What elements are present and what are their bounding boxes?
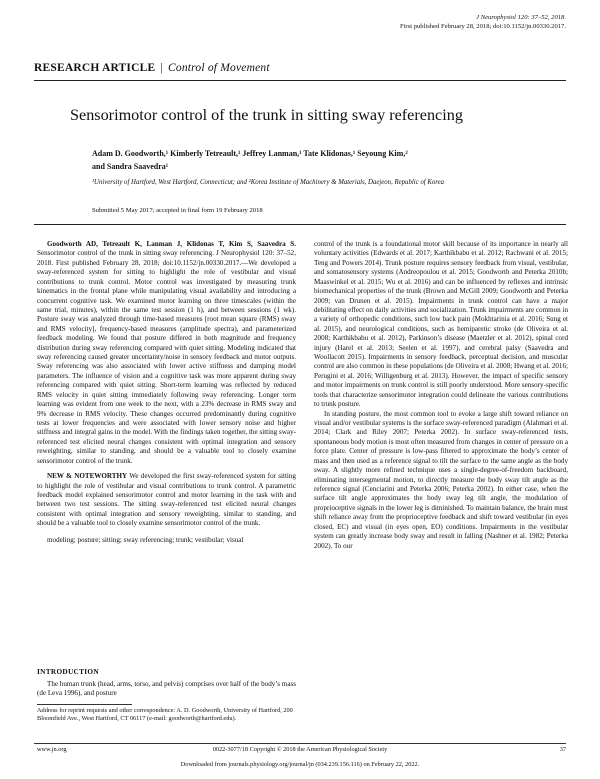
new-noteworthy xyxy=(37,472,296,529)
introduction-heading: INTRODUCTION xyxy=(37,667,99,676)
introduction-text xyxy=(37,680,296,699)
right-column xyxy=(314,240,568,551)
journal-citation: J Neurophysiol 120: 37–52, 2018. xyxy=(476,14,566,21)
download-notice: Downloaded from journals.physiology.org/journal/jn (034.239.156.116) on February 22, 2022. xyxy=(180,761,420,768)
article-type: RESEARCH ARTICLE xyxy=(34,62,156,74)
introduction-paragraph: The human trunk (head, arms, torso, and pelvis) comprises over half of the body’s mass (de Leva 1996), and posture xyxy=(37,680,296,698)
article-title: Sensorimotor control of the trunk in sitting sway referencing xyxy=(70,106,463,124)
header-rule xyxy=(34,80,566,81)
abstract-top-rule xyxy=(34,224,566,225)
correspondence-footnote: Address for reprint requests and other correspondence: A. D. Goodworth, University of Hartford, 200 Bloomfield Ave., West Hartford, CT 06117 (e-mail: goodworth@hartford.edu). xyxy=(37,707,293,723)
keywords: modeling; posture; sitting; sway referencing; trunk; vestibular; visual xyxy=(47,535,244,544)
journal-url: www.jn.org xyxy=(37,746,67,753)
footer-rule xyxy=(34,743,566,744)
new-noteworthy-label: NEW & NOTEWORTHY xyxy=(47,472,128,481)
journal-header xyxy=(400,14,566,31)
abstract-citation: Goodworth AD, Tetreault K, Lanman J, Klidonas T, Kim S, Saavedra S. xyxy=(47,240,296,248)
abstract-column xyxy=(37,240,296,545)
publication-line: First published February 28, 2018; doi:10.1152/jn.00330.2017. xyxy=(399,22,566,30)
authors-line-2: and Sandra Saavedra¹ xyxy=(92,161,169,171)
new-noteworthy-text: We developed the first sway-referenced system for sitting to highlight the role of vestibular and visual contributions to trunk control. A parametric feedback model explained sensorimotor control and motor learning in the task with and between two test sessions. The sitting sway-referenced test elicited neural changes consistent with optimal integration and sensory reweighting, similar to standing, and should be a valuable tool to closely examine sensorimotor control of the trunk. xyxy=(37,472,296,528)
intro-paragraph-1: control of the trunk is a foundational motor skill because of its importance in nearly all voluntary activities (Edwards et al. 2017; Karthikbabu et al. 2012; Rachwani et al. 2015; Teng and Powers 2014). Trunk posture requires sensory feedback from visual, vestibular, and somatosensory systems (Andreopoulou et al. 2015; Goodworth and Peterka 2010b; Maaswinkel et al. 2015; Wu et al. 2016) and can be influenced by reflexes and intrinsic biomechanical properties of the trunk (Brown and McGill 2009; Goodworth and Peterka 2009; van Drunen et al. 2015). Impairments in trunk control can have a major debilitating effect on daily activities and socialization. Trunk impairments are common in a variety of orthopedic conditions, such low back pain (Mokhtarinia et al. 2016; Sung et al. 2015), and neurological conditions, such as hemiparetic stroke (de Oliveira et al. 2008; Karthikbabu et al. 2012), Parkinson’s disease (Maetzler et al. 2012), spinal cord injury (Harel et al. 2013; Seelen et al. 1997), and cerebral palsy (Saavedra and Woollacott 2015). Impairments in sensory feedback, perceptual decision, and muscular control are also common in these populations (de Oliveira et al. 2008; Hwang et al. 2016; Perugini et al. 2016; Willigenburg et al. 2013). However, the impact of specific sensory and motor impairments on trunk control is still poorly understood. More sensory-specific tools that characterize sensorimotor integration could delineate the various contributions to trunk posture. xyxy=(314,240,569,409)
abstract xyxy=(37,240,296,466)
section-label xyxy=(34,62,270,74)
copyright: 0022-3077/18 Copyright © 2018 the American Physiological Society xyxy=(212,746,388,753)
author-list xyxy=(92,148,562,173)
intro-paragraph-2: In standing posture, the most common tool to evoke a large shift toward reliance on visual and/or vestibular systems is the surface sway-referenced paradigm (Alahmari et al. 2014; Clark and Riley 2007; Peterka 2002). In surface sway-referenced tests, spontaneous body motion is most often measured from changes in center of pressure on a force plate. Center of pressure is low-pass filtered to approximate the body’s center of mass and then used as a reference signal to tilt the surface to the same angle as the body sway. A slightly more refined technique uses a single-degree-of-freedom backboard, eliminating intersegmental motion, to directly measure the body sway tilt angle as the reference signal (Cenciarini and Peterka 2006; Peterka 2002). In either case, when the surface tilt angle approximates the body sway leg tilt angle, the modulation of proprioceptive signals in the lower leg is diminished. To maintain balance, the brain must shift reliance away from the proprioceptive feedback and shift toward vestibular (in eyes closed, EC) and visual (in eyes open, EO) conditions. Impairments in the vestibular system can greatly increase body sway and result in falling (Nashner et al. 1982; Peterka 2002). To our xyxy=(314,409,568,550)
affiliations: ¹University of Hartford, West Hartford, Connecticut; and ²Korea Institute of Machinery & Materials, Daejeon, Republic of Korea xyxy=(92,179,445,186)
abstract-text: Sensorimotor control of the trunk in sitting sway referencing. J Neurophysiol 120: 37–52, 2018. First published February 28, 2018; doi:10.1152/jn.00330.2017.—We developed a sway-referenced system for sitting to highlight the role of vestibular and visual contributions to trunk control. Motor control was investigated by measuring trunk kinematics in the frontal plane while manipulating visual availability and introducing a concurrent cognitive task. We examined motor learning on three timescales (within the same trial, minutes), within the same test session (1 h), and between sessions (1 wk). Posture sway was analyzed through time-based measures [root mean square (RMS) sway and RMS velocity], frequency-based measures (amplitude spectra), and parameterized feedback modeling. We found that posture differed in both magnitude and frequency distribution during sway referencing compared with quiet sitting. Modeling indicated that sway referencing caused greater uncertainty/noise in sensory feedback and motor outputs. Sway referencing was also associated with lower active stiffness and damping model parameters. The influence of vision and a cognitive task was more apparent during sway referencing compared with quiet sitting. Short-term learning was reflected by reduced RMS velocity in quiet sitting immediately following sway referencing. Longer term learning was evident from one week to the next, with a 23% decrease in RMS sway and 9% decrease in RMS velocity. These changes occurred predominantly during cognitive tests at lower frequencies and were associated with lower sensory noise and higher stiffness and integral gains in the model. With the findings taken together, the sitting sway-referenced test elicited neural changes consistent with optimal integration and sensory reweighting, similar to standing, and should be a valuable tool to closely examine sensorimotor control of the trunk. xyxy=(37,249,296,465)
page-number: 37 xyxy=(559,746,566,753)
article-category: Control of Movement xyxy=(168,62,270,74)
authors-line-1: Adam D. Goodworth,¹ Kimberly Tetreault,¹ Jeffrey Lanman,¹ Tate Klidonas,¹ Seyoung Kim,² xyxy=(92,149,408,158)
submission-dates: Submitted 5 May 2017; accepted in final form 19 February 2018 xyxy=(92,207,263,214)
section-separator: | xyxy=(160,62,163,74)
footnote-rule xyxy=(37,704,132,705)
